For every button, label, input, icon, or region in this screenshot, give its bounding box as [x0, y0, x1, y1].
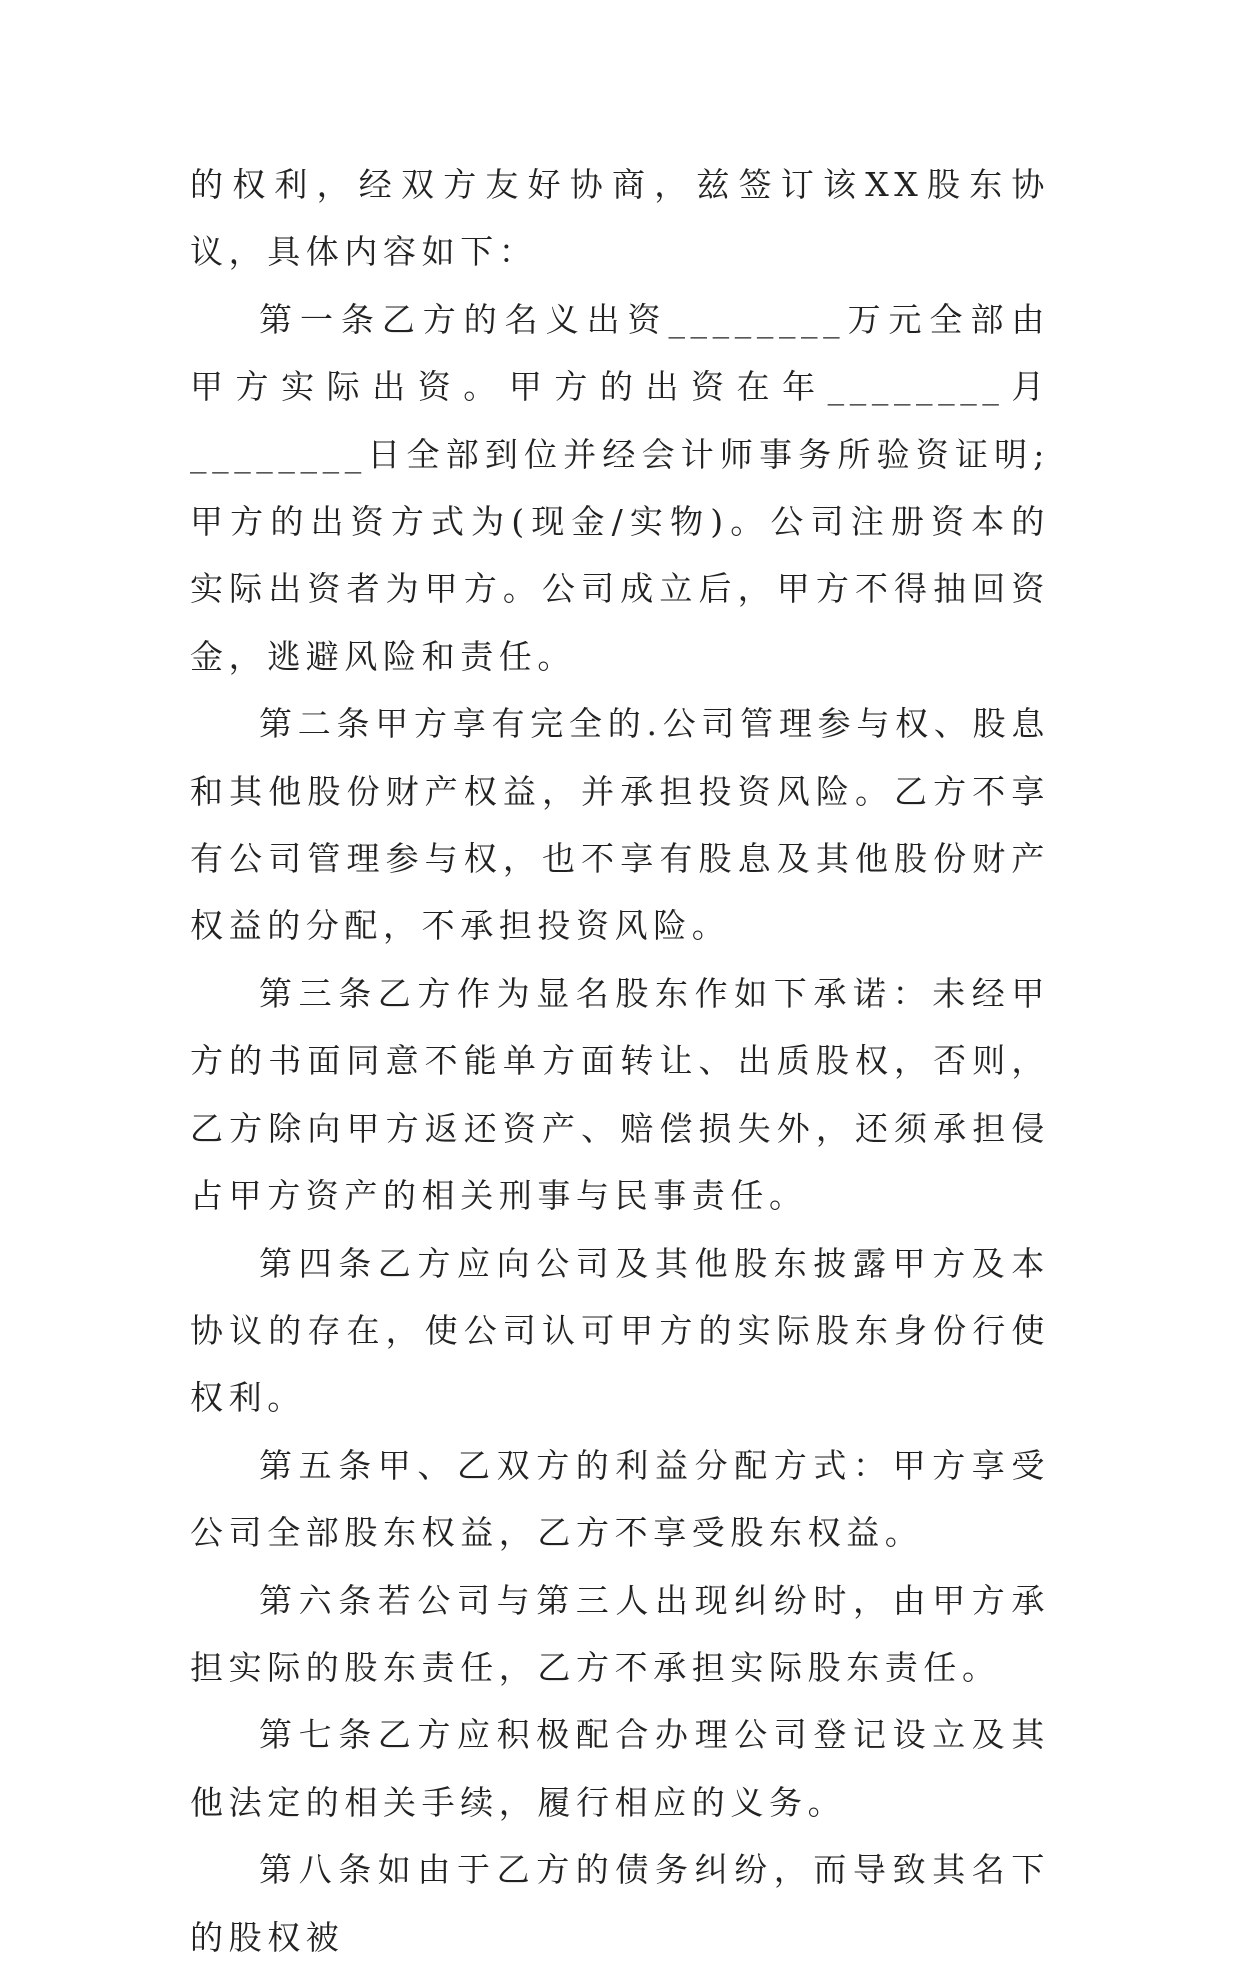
paragraph-article-4: 第四条乙方应向公司及其他股东披露甲方及本协议的存在，使公司认可甲方的实际股东身份行使权利。 — [190, 1243, 1050, 1418]
paragraph-continuation: 的权利，经双方友好协商，兹签订该XX股东协议，具体内容如下： — [190, 165, 1050, 272]
document-body — [190, 151, 1050, 1971]
paragraph-article-6: 第六条若公司与第三人出现纠纷时，由甲方承担实际的股东责任，乙方不承担实际股东责任。 — [190, 1580, 1050, 1687]
paragraph-article-3: 第三条乙方作为显名股东作如下承诺：未经甲方的书面同意不能单方面转让、出质股权，否则，乙方除向甲方返还资产、赔偿损失外，还须承担侵占甲方资产的相关刑事与民事责任。 — [190, 973, 1050, 1216]
paragraph-article-2: 第二条甲方享有完全的.公司管理参与权、股息和其他股份财产权益，并承担投资风险。乙方不享有公司管理参与权，也不享有股息及其他股份财产权益的分配，不承担投资风险。 — [190, 704, 1050, 946]
paragraph-article-1: 第一条乙方的名义出资________万元全部由甲方实际出资。甲方的出资在年________月________日全部到位并经会计师事务所验资证明;甲方的出资方式为(现金/实物)。公司注册资本的实际出资者为甲方。公司成立后，甲方不得抽回资金，逃避风险和责任。 — [190, 299, 1050, 676]
paragraph-article-8: 第八条如由于乙方的债务纠纷，而导致其名下的股权被 — [190, 1850, 1050, 1957]
paragraph-article-5: 第五条甲、乙双方的利益分配方式：甲方享受公司全部股东权益，乙方不享受股东权益。 — [190, 1445, 1050, 1553]
paragraph-article-7: 第七条乙方应积极配合办理公司登记设立及其他法定的相关手续，履行相应的义务。 — [190, 1715, 1050, 1822]
